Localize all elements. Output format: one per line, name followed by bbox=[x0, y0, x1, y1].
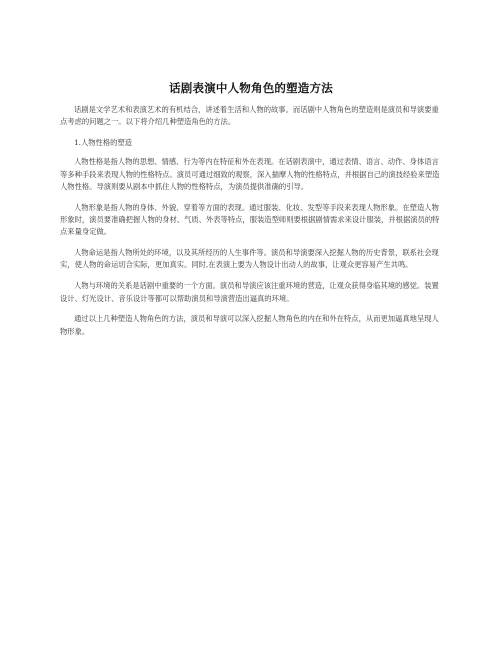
character-personality-paragraph: 人物性格是指人物的思想、情感、行为等内在特征和外在表现。在话剧表演中，通过表情、语言、动作、身体语言等多种手段来表现人物的性格特点。演员可通过细致的观察，深入揣摩人物的性格特点，并根据自己的演技经验来塑造人物性格。导演则要从剧本中抓住人物的性格特点，为演员提供准确的引导。 bbox=[60, 157, 440, 191]
section-heading: 1.人物性格的塑造 bbox=[74, 138, 133, 148]
character-fate-paragraph: 人物命运是指人物所处的环境，以及其所经历的人生事件等。演员和导演要深入挖掘人物的历史背景，联系社会现实，使人物的命运切合实际，更加真实。同时,在表演上要为人物设计出动人的故事，让观众更容易产生共鸣。 bbox=[60, 248, 439, 270]
character-image-paragraph: 人物形象是指人物的身体、外貌、穿着等方面的表现。通过服装、化妆、发型等手段来表现人物形象。在塑造人物形象时，演员要准确把握人物的身材、气质、外表等特点，服装造型师则要根据剧情需求来设计服装，并根据演员的特点来量身定做。 bbox=[60, 202, 440, 237]
document-body bbox=[60, 104, 444, 346]
intro-paragraph: 话剧是文学艺术和表演艺术的有机结合，讲述着生活和人物的故事。而话剧中人物角色的塑造则是演员和导演要重点考虑的问题之一。以下将介绍几种塑造角色的方法。 bbox=[60, 105, 439, 127]
character-environment-paragraph: 人物与环境的关系是话剧中重要的一个方面。演员和导演应该注重环境的营造，让观众获得身临其境的感觉。装置设计、灯光设计、音乐设计等都可以帮助演员和导演营造出逼真的环境。 bbox=[60, 281, 439, 303]
conclusion-paragraph: 通过以上几种塑造人物角色的方法，演员和导演可以深入挖掘人物角色的内在和外在特点，从而更加逼真地呈现人物形象。 bbox=[60, 314, 439, 336]
document-title: 话剧表演中人物角色的塑造方法 bbox=[169, 81, 333, 95]
